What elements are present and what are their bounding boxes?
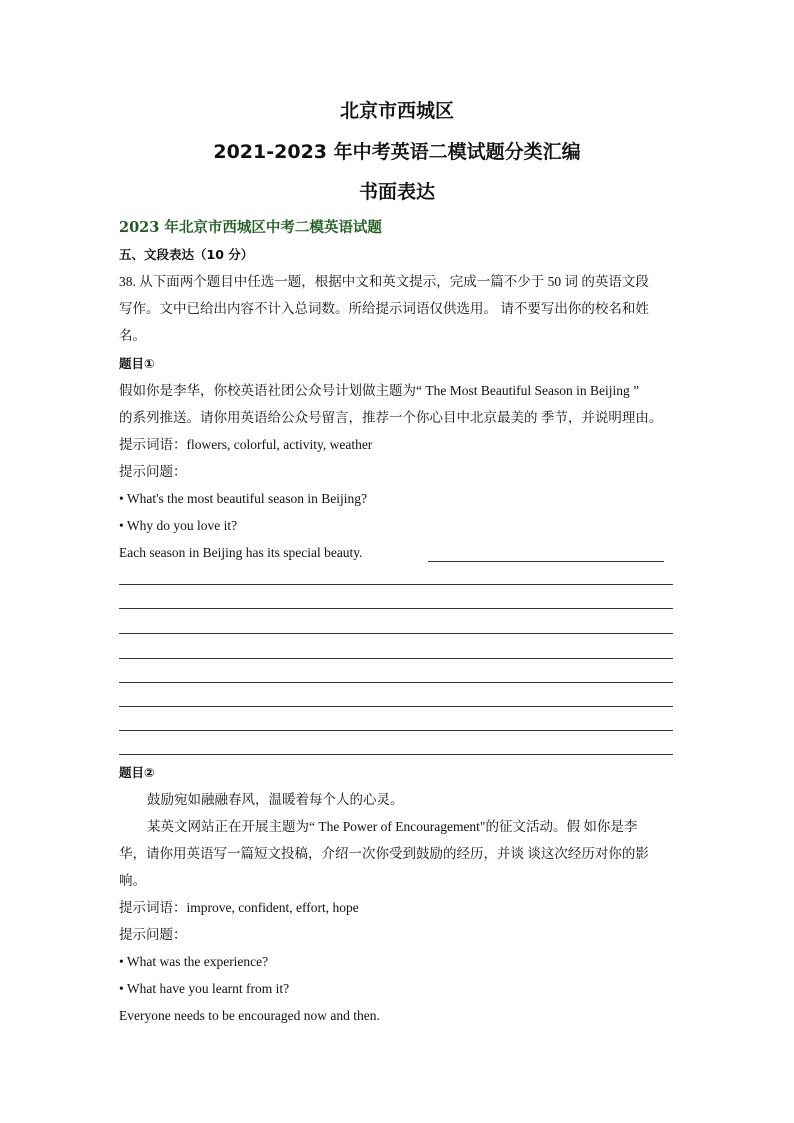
- answer-line[interactable]: [119, 706, 673, 707]
- answer-line[interactable]: [119, 754, 673, 755]
- topic2-hint-questions-label: 提示问题：: [119, 927, 187, 942]
- answer-line[interactable]: [119, 633, 673, 634]
- topic2-question-2: • What have you learnt from it?: [119, 981, 290, 996]
- answer-line[interactable]: [119, 584, 673, 585]
- answer-line[interactable]: [119, 730, 673, 731]
- answer-line[interactable]: [119, 608, 673, 609]
- topic2-hint-words: 提示词语：improve, confident, effort, hope: [119, 900, 359, 915]
- topic1-question-2: • Why do you love it?: [119, 518, 238, 533]
- topic2-starter: Everyone needs to be encouraged now and then.: [119, 1008, 380, 1023]
- topic1-starter: Each season in Beijing has its special beauty.: [119, 545, 363, 560]
- topic1-question-1: • What's the most beautiful season in Beijing?: [119, 491, 367, 506]
- topic2-line-2: 某英文网站正在开展主题为“ The Power of Encouragement"的征文活动。假 如你是李: [147, 819, 638, 834]
- topic2-line-4: 响。: [119, 873, 146, 888]
- answer-blank-inline[interactable]: [428, 561, 664, 562]
- topic1-heading: 题目①: [119, 356, 155, 371]
- title-region: 北京市西城区: [339, 100, 454, 122]
- topic2-question-1: • What was the experience?: [119, 954, 269, 969]
- exam-subtitle: 2023 年北京市西城区中考二模英语试题: [119, 219, 382, 236]
- topic2-line-3: 华，请你用英语写一篇短文投稿，介绍一次你受到鼓励的经历，并谈 谈这次经历对你的影: [119, 846, 649, 861]
- topic2-heading: 题目②: [119, 765, 155, 780]
- intro-line-2: 写作。文中已给出内容不计入总词数。所给提示词语仅供选用。 请不要写出你的校名和姓: [119, 301, 649, 316]
- answer-line[interactable]: [119, 682, 673, 683]
- topic2-line-1: 鼓励宛如融融春风，温暖着每个人的心灵。: [147, 792, 404, 807]
- intro-line-3: 名。: [119, 328, 146, 343]
- topic1-hint-words: 提示词语：flowers, colorful, activity, weather: [119, 437, 373, 452]
- topic1-line-2: 的系列推送。请你用英语给公众号留言，推荐一个你心目中北京最美的 季节，并说明理由。: [119, 410, 663, 425]
- title-topic: 书面表达: [358, 181, 435, 203]
- intro-line-1: 38. 从下面两个题目中任选一题，根据中文和英文提示，完成一篇不少于 50 词 的英语文段: [119, 274, 649, 289]
- answer-line[interactable]: [119, 658, 673, 659]
- topic1-line-1: 假如你是李华，你校英语社团公众号计划做主题为“ The Most Beautiful Season in Beijing ”: [119, 383, 640, 398]
- part-heading: 五、文段表达（10 分）: [119, 247, 254, 262]
- title-collection: 2021-2023 年中考英语二模试题分类汇编: [213, 141, 581, 163]
- topic1-hint-questions-label: 提示问题：: [119, 464, 187, 479]
